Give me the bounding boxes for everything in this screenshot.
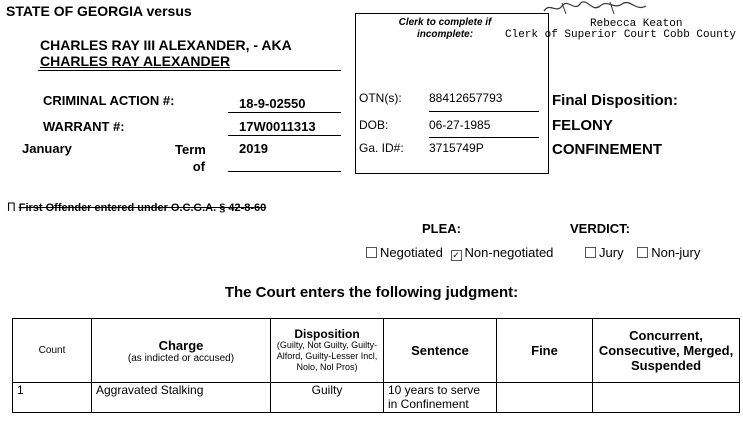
judgment-table — [12, 318, 740, 413]
plea-label: PLEA: — [422, 221, 461, 236]
clerk-note: Clerk to complete if incomplete: — [398, 17, 492, 40]
otn-label: OTN(s): — [359, 91, 402, 105]
jury-label: Jury — [599, 245, 624, 260]
warrant-label: WARRANT #: — [43, 119, 125, 134]
clerk-box — [355, 13, 549, 174]
dob-value: 06-27-1985 — [429, 118, 539, 138]
state-line: STATE OF GEORGIA versus — [6, 3, 192, 19]
header-count: Count — [13, 319, 92, 383]
row-charge: Aggravated Stalking — [92, 383, 271, 413]
negotiated-checkbox[interactable] — [366, 247, 377, 258]
row-count: 1 — [13, 383, 92, 413]
row-disposition: Guilty — [271, 383, 384, 413]
row-concurrent — [593, 383, 740, 413]
row-fine — [497, 383, 593, 413]
defendant-name-line1: CHARLES RAY III ALEXANDER, - AKA — [40, 37, 292, 53]
defendant-name-line2: CHARLES RAY ALEXANDER — [40, 53, 231, 69]
non-negotiated-label: Non-negotiated — [464, 245, 554, 260]
plea-options — [366, 245, 700, 260]
dob-label: DOB: — [359, 118, 389, 132]
defendant-underline — [38, 70, 341, 71]
criminal-action-value: 18-9-02550 — [228, 96, 341, 113]
header-concurrent: Concurrent, Consecutive, Merged, Suspended — [593, 319, 740, 383]
first-offender-line — [7, 200, 266, 214]
row-sentence: 10 years to serve in Confinement — [384, 383, 497, 413]
jury-checkbox[interactable] — [585, 247, 596, 258]
header-disposition — [271, 319, 384, 383]
clerk-title: Clerk of Superior Court Cobb County — [505, 29, 737, 41]
term-month: January — [22, 141, 72, 156]
header-disposition-title: Disposition — [294, 326, 360, 341]
gaid-label: Ga. ID#: — [359, 141, 404, 155]
term-year: 2019 — [228, 141, 341, 172]
header-charge-title: Charge — [158, 337, 204, 353]
table-header-row — [13, 319, 740, 383]
first-offender-text: First Offender entered under O.C.G.A. § 42-8-60 — [18, 202, 267, 214]
judgment-heading: The Court enters the following judgment: — [224, 284, 519, 301]
header-charge-sub: (as indicted or accused) — [127, 352, 235, 364]
signature — [540, 0, 655, 16]
gaid-value: 3715749P — [429, 141, 484, 155]
term-label: Term of — [175, 142, 206, 174]
clerk-name: Rebecca Keaton — [590, 18, 683, 30]
header-fine: Fine — [497, 319, 593, 383]
non-jury-checkbox[interactable] — [637, 247, 648, 258]
negotiated-label: Negotiated — [380, 245, 443, 260]
first-offender-checkbox[interactable]: Π — [7, 200, 16, 214]
otn-value: 88412657793 — [429, 91, 539, 112]
non-jury-label: Non-jury — [651, 245, 701, 260]
non-negotiated-checkbox[interactable]: ✓ — [452, 250, 460, 260]
verdict-label: VERDICT: — [570, 221, 630, 236]
header-charge — [92, 319, 271, 383]
criminal-action-label: CRIMINAL ACTION #: — [43, 93, 175, 108]
sentence-type: CONFINEMENT — [552, 141, 662, 158]
warrant-value: 17W0011313 — [228, 119, 341, 136]
table-row — [13, 383, 740, 413]
disposition-type: FELONY — [552, 117, 613, 134]
final-disposition-label: Final Disposition: — [552, 92, 678, 109]
header-sentence: Sentence — [384, 319, 497, 383]
header-disposition-sub: (Guilty, Not Guilty, Guilty-Alford, Guilty-Lesser Incl, Nolo, Nol Pros) — [276, 339, 378, 372]
